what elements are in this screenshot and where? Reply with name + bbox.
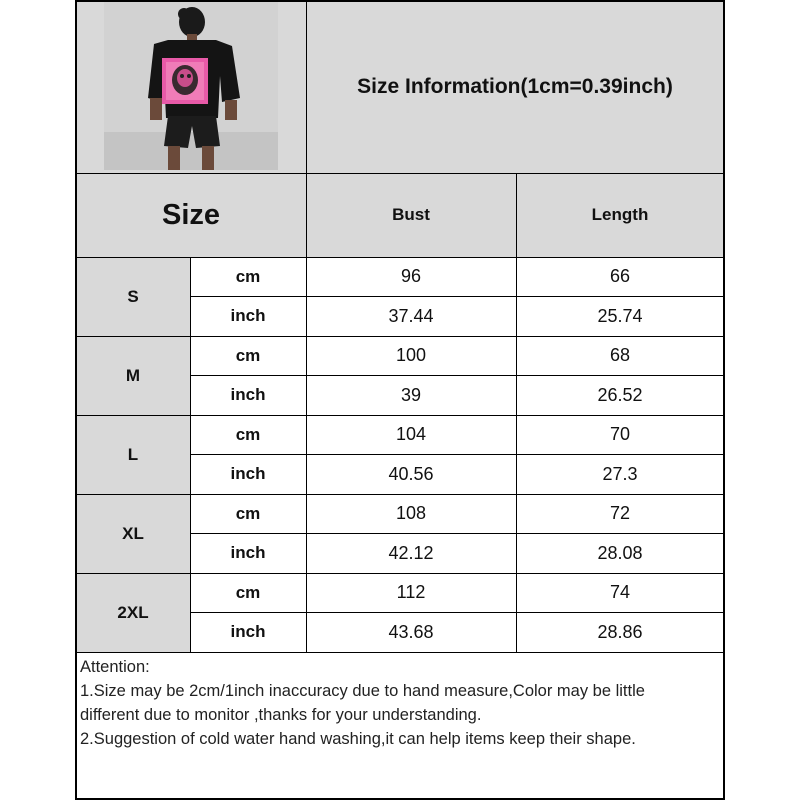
bust-inch-l: 40.56: [388, 463, 434, 484]
size-label-s: S: [127, 286, 139, 306]
unit-cm: cm: [235, 582, 261, 602]
bust-inch-s: 37.44: [388, 305, 434, 326]
table-border: [723, 0, 725, 800]
length-column-header: Length: [591, 205, 649, 224]
length-cm-s: 66: [609, 266, 631, 286]
product-photo: [104, 2, 278, 170]
length-cm-2xl: 74: [609, 582, 631, 602]
unit-cm: cm: [235, 424, 261, 444]
table-divider: [76, 336, 724, 337]
table-border: [75, 0, 725, 2]
table-divider: [190, 533, 724, 534]
unit-inch: inch: [230, 464, 266, 483]
table-divider: [76, 415, 724, 416]
table-divider: [76, 652, 724, 653]
unit-inch: inch: [230, 622, 266, 641]
bust-cm-2xl: 112: [396, 582, 426, 602]
length-inch-2xl: 28.86: [597, 621, 643, 642]
attention-note-1: 1.Size may be 2cm/1inch inaccuracy due to hand measure,Color may be little: [80, 682, 645, 700]
unit-cm: cm: [235, 503, 261, 523]
bust-cm-l: 104: [395, 424, 427, 444]
table-divider: [190, 257, 191, 652]
attention-note-1-continued: different due to monitor ,thanks for your understanding.: [80, 706, 482, 724]
table-divider: [306, 0, 307, 652]
unit-inch: inch: [230, 543, 266, 562]
attention-heading: Attention:: [80, 658, 150, 676]
size-label-xl: XL: [122, 523, 144, 543]
table-divider: [76, 257, 724, 258]
length-cm-xl: 72: [609, 503, 631, 523]
table-divider: [190, 454, 724, 455]
unit-inch: inch: [230, 385, 266, 404]
attention-notes: [80, 655, 720, 751]
table-divider: [516, 173, 517, 652]
bust-inch-2xl: 43.68: [388, 621, 434, 642]
table-border: [75, 0, 77, 800]
unit-cm: cm: [235, 266, 261, 286]
size-label-l: L: [127, 444, 139, 464]
size-label-m: M: [125, 365, 141, 385]
bust-cm-m: 100: [395, 345, 427, 365]
table-divider: [76, 573, 724, 574]
bust-inch-xl: 42.12: [388, 542, 434, 563]
bust-inch-m: 39: [400, 384, 422, 405]
table-divider: [76, 173, 724, 174]
unit-inch: inch: [230, 306, 266, 325]
length-cm-l: 70: [609, 424, 631, 444]
size-label-2xl: 2XL: [117, 602, 149, 622]
length-inch-l: 27.3: [602, 463, 638, 484]
table-divider: [190, 375, 724, 376]
attention-note-2: 2.Suggestion of cold water hand washing,it can help items keep their shape.: [80, 730, 636, 748]
length-cm-m: 68: [609, 345, 631, 365]
table-divider: [76, 494, 724, 495]
size-column-header: Size: [161, 198, 221, 231]
bust-cm-xl: 108: [395, 503, 427, 523]
bust-cm-s: 96: [400, 266, 422, 286]
length-inch-xl: 28.08: [597, 542, 643, 563]
table-divider: [190, 612, 724, 613]
bust-column-header: Bust: [392, 205, 430, 224]
length-inch-s: 25.74: [597, 305, 643, 326]
size-info-title: Size Information(1cm=0.39inch): [357, 74, 673, 98]
table-divider: [190, 296, 724, 297]
unit-cm: cm: [235, 345, 261, 365]
length-inch-m: 26.52: [597, 384, 643, 405]
